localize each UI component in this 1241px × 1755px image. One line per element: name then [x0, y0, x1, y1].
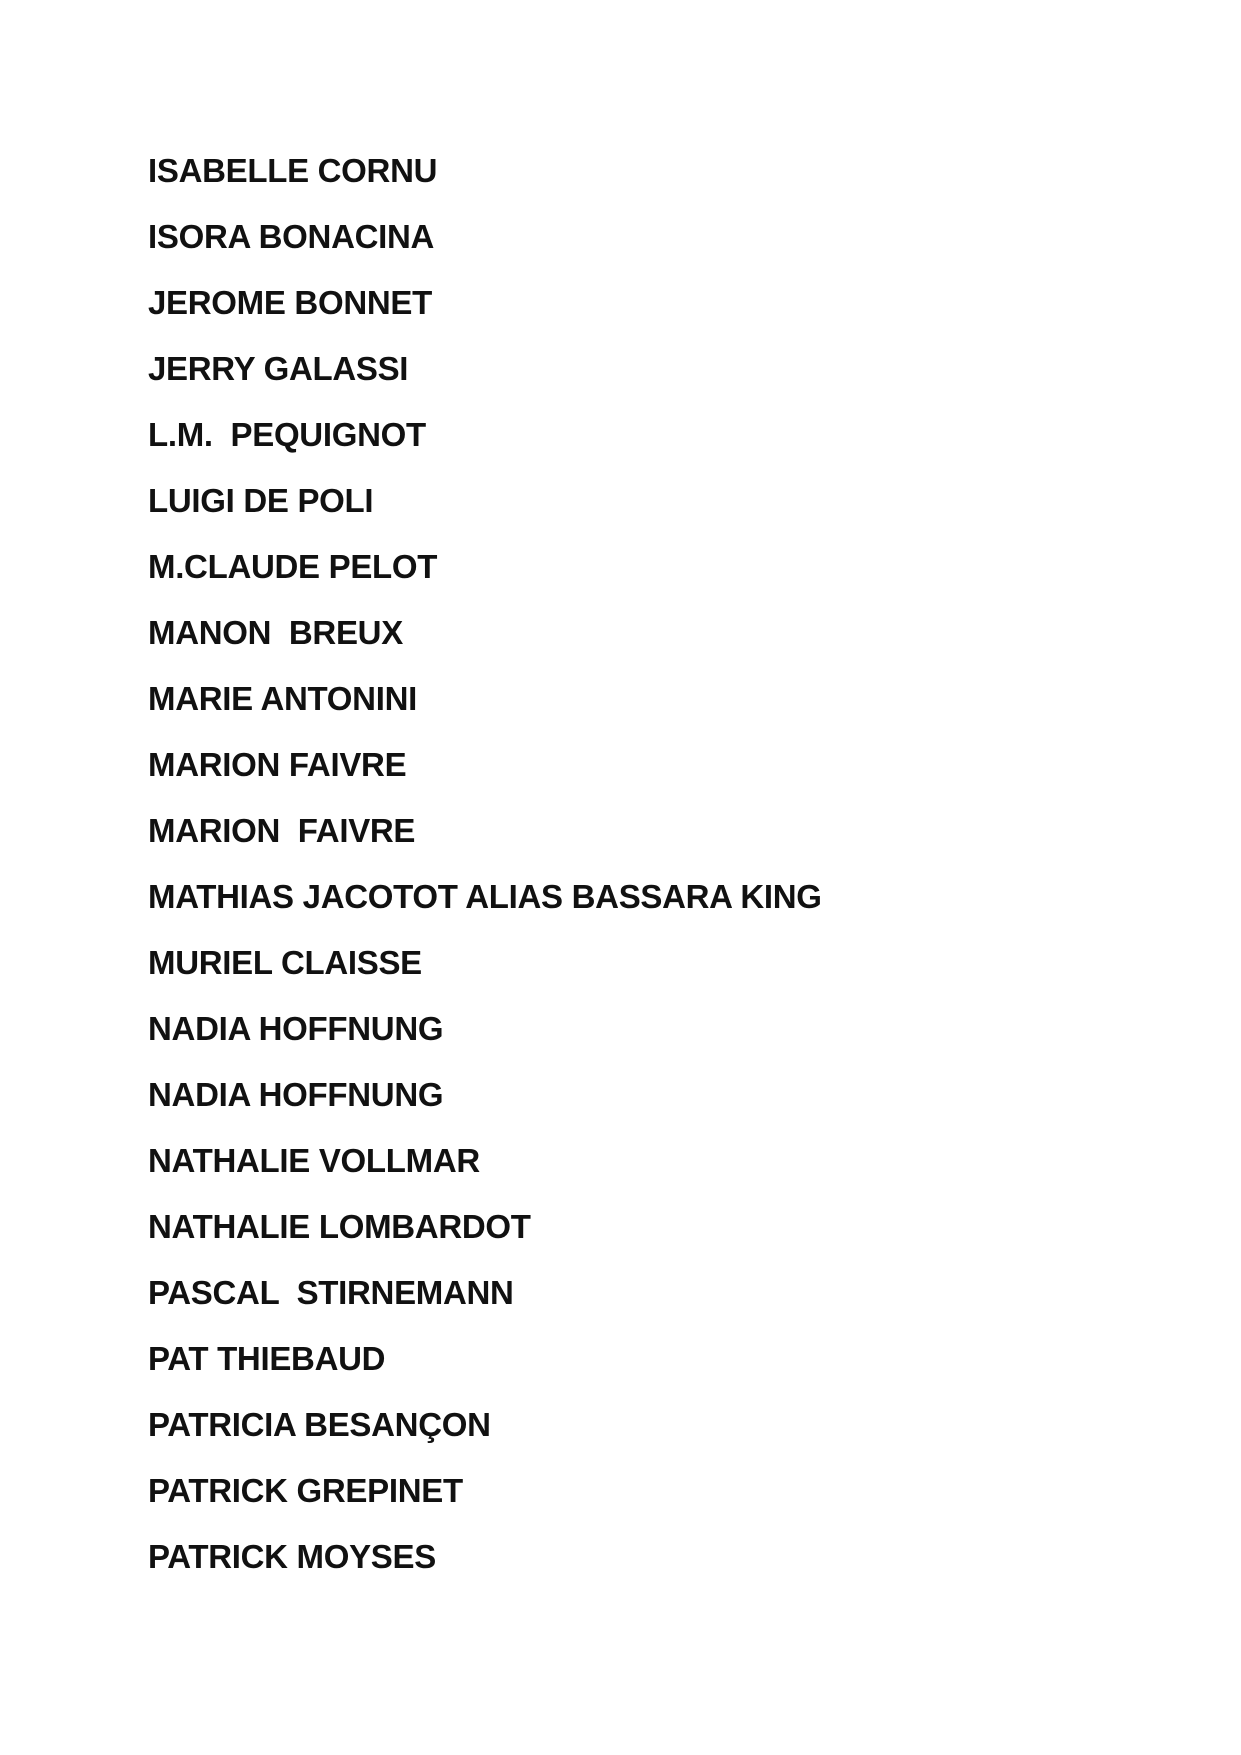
list-item: MARION FAIVRE	[148, 812, 416, 849]
list-item: NATHALIE LOMBARDOT	[148, 1208, 531, 1245]
list-item: MATHIAS JACOTOT ALIAS BASSARA KING	[148, 878, 822, 915]
list-item: NATHALIE VOLLMAR	[148, 1142, 480, 1179]
list-item: PAT THIEBAUD	[148, 1340, 386, 1377]
list-item: LUIGI DE POLI	[148, 482, 374, 519]
list-item: MARIE ANTONINI	[148, 680, 417, 717]
list-item: MANON BREUX	[148, 614, 403, 651]
list-item: PATRICK GREPINET	[148, 1472, 463, 1509]
list-item: MURIEL CLAISSE	[148, 944, 422, 981]
list-item: ISORA BONACINA	[148, 218, 435, 255]
list-item: JERRY GALASSI	[148, 350, 409, 387]
list-item: PASCAL STIRNEMANN	[148, 1274, 514, 1311]
list-item: MARION FAIVRE	[148, 746, 407, 783]
list-item: NADIA HOFFNUNG	[148, 1010, 444, 1047]
list-item: JEROME BONNET	[148, 284, 432, 321]
list-item: M.CLAUDE PELOT	[148, 548, 438, 585]
list-item: PATRICIA BESANÇON	[148, 1406, 491, 1443]
list-item: NADIA HOFFNUNG	[148, 1076, 444, 1113]
list-item: PATRICK MOYSES	[148, 1538, 436, 1575]
list-item: ISABELLE CORNU	[148, 152, 438, 189]
names-list	[148, 148, 822, 1600]
list-item: L.M. PEQUIGNOT	[148, 416, 426, 453]
